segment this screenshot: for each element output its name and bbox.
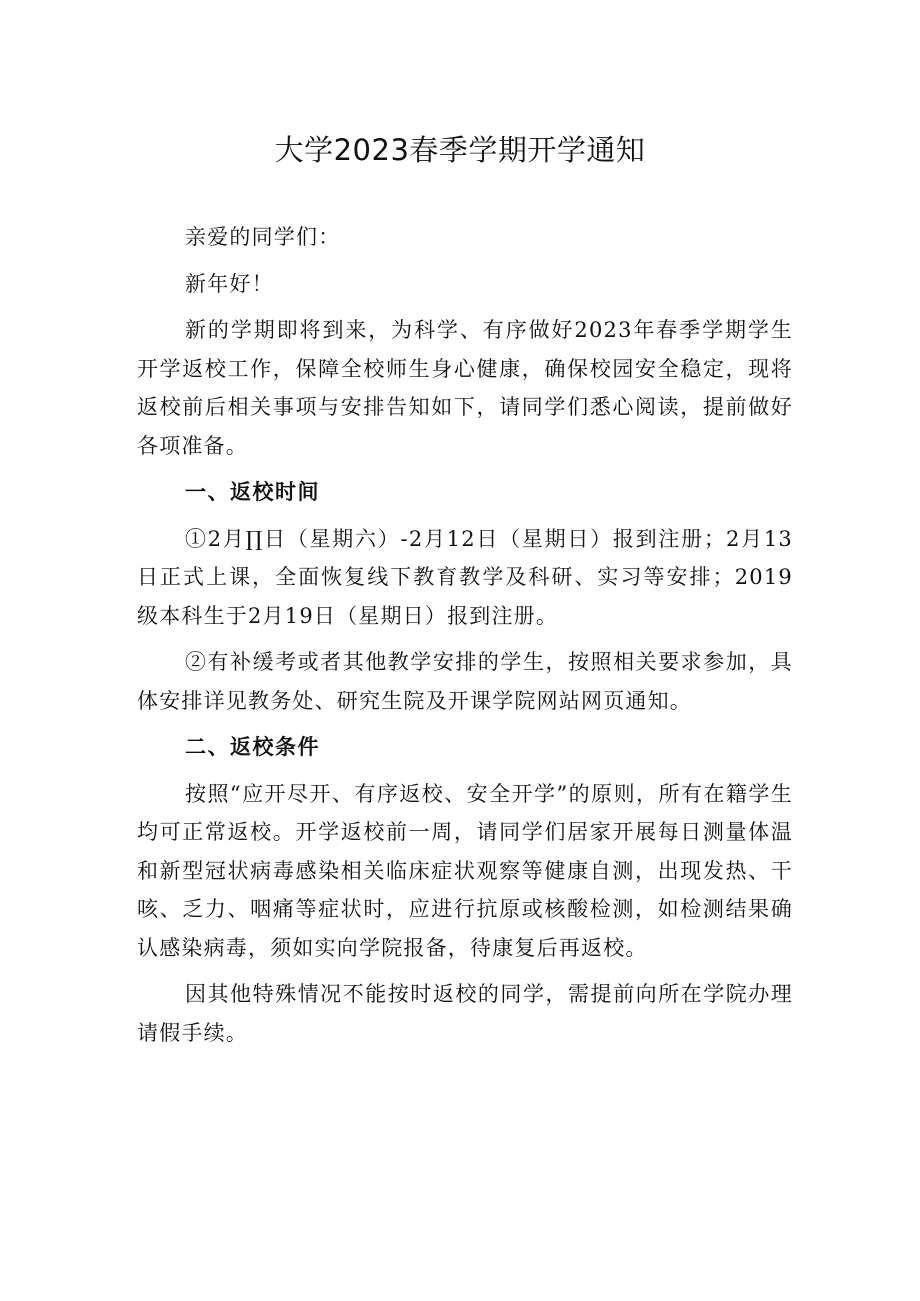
paragraph-health-monitoring: 按照“应开尽开、有序返校、安全开学”的原则，所有在籍学生均可正常返校。开学返校前一周，请同学们居家开展每日测量体温和新型冠状病毒感染相关临床症状观察等健康自测，出现发热、干咳、乏力、咽痛等症状时，应进行抗原或核酸检测，如检测结果确认感染病毒，须如实向学院报备，待康复后再返校。 — [137, 781, 793, 960]
paragraph-makeup-exams: ②有补缓考或者其他教学安排的学生，按照相关要求参加，具体安排详见教务处、研究生院及开课学院网站网页通知。 — [137, 650, 793, 713]
greeting: 新年好！ — [185, 271, 274, 296]
section-heading-return-time: 一、返校时间 — [185, 480, 320, 504]
section-heading-return-conditions: 二、返校条件 — [185, 735, 320, 759]
intro-paragraph: 新的学期即将到来，为科学、有序做好2023年春季学期学生开学返校工作，保障全校师生身心健康，确保校园安全稳定，现将返校前后相关事项与安排告知如下，请同学们悉心阅读，提前做好各项准备。 — [137, 318, 793, 458]
document-body — [137, 218, 793, 1060]
salutation: 亲爱的同学们： — [185, 225, 341, 249]
paragraph-return-schedule: ①2月∏日（星期六）-2月12日（星期日）报到注册；2月13日正式上课，全面恢复线下教育教学及科研、实习等安排；2019级本科生于2月19日（星期日）报到注册。 — [137, 526, 793, 628]
paragraph-leave-request: 因其他特殊情况不能按时返校的同学，需提前向所在学院办理请假手续。 — [137, 982, 793, 1045]
document-title: 大学2023春季学期开学通知 — [274, 133, 646, 167]
